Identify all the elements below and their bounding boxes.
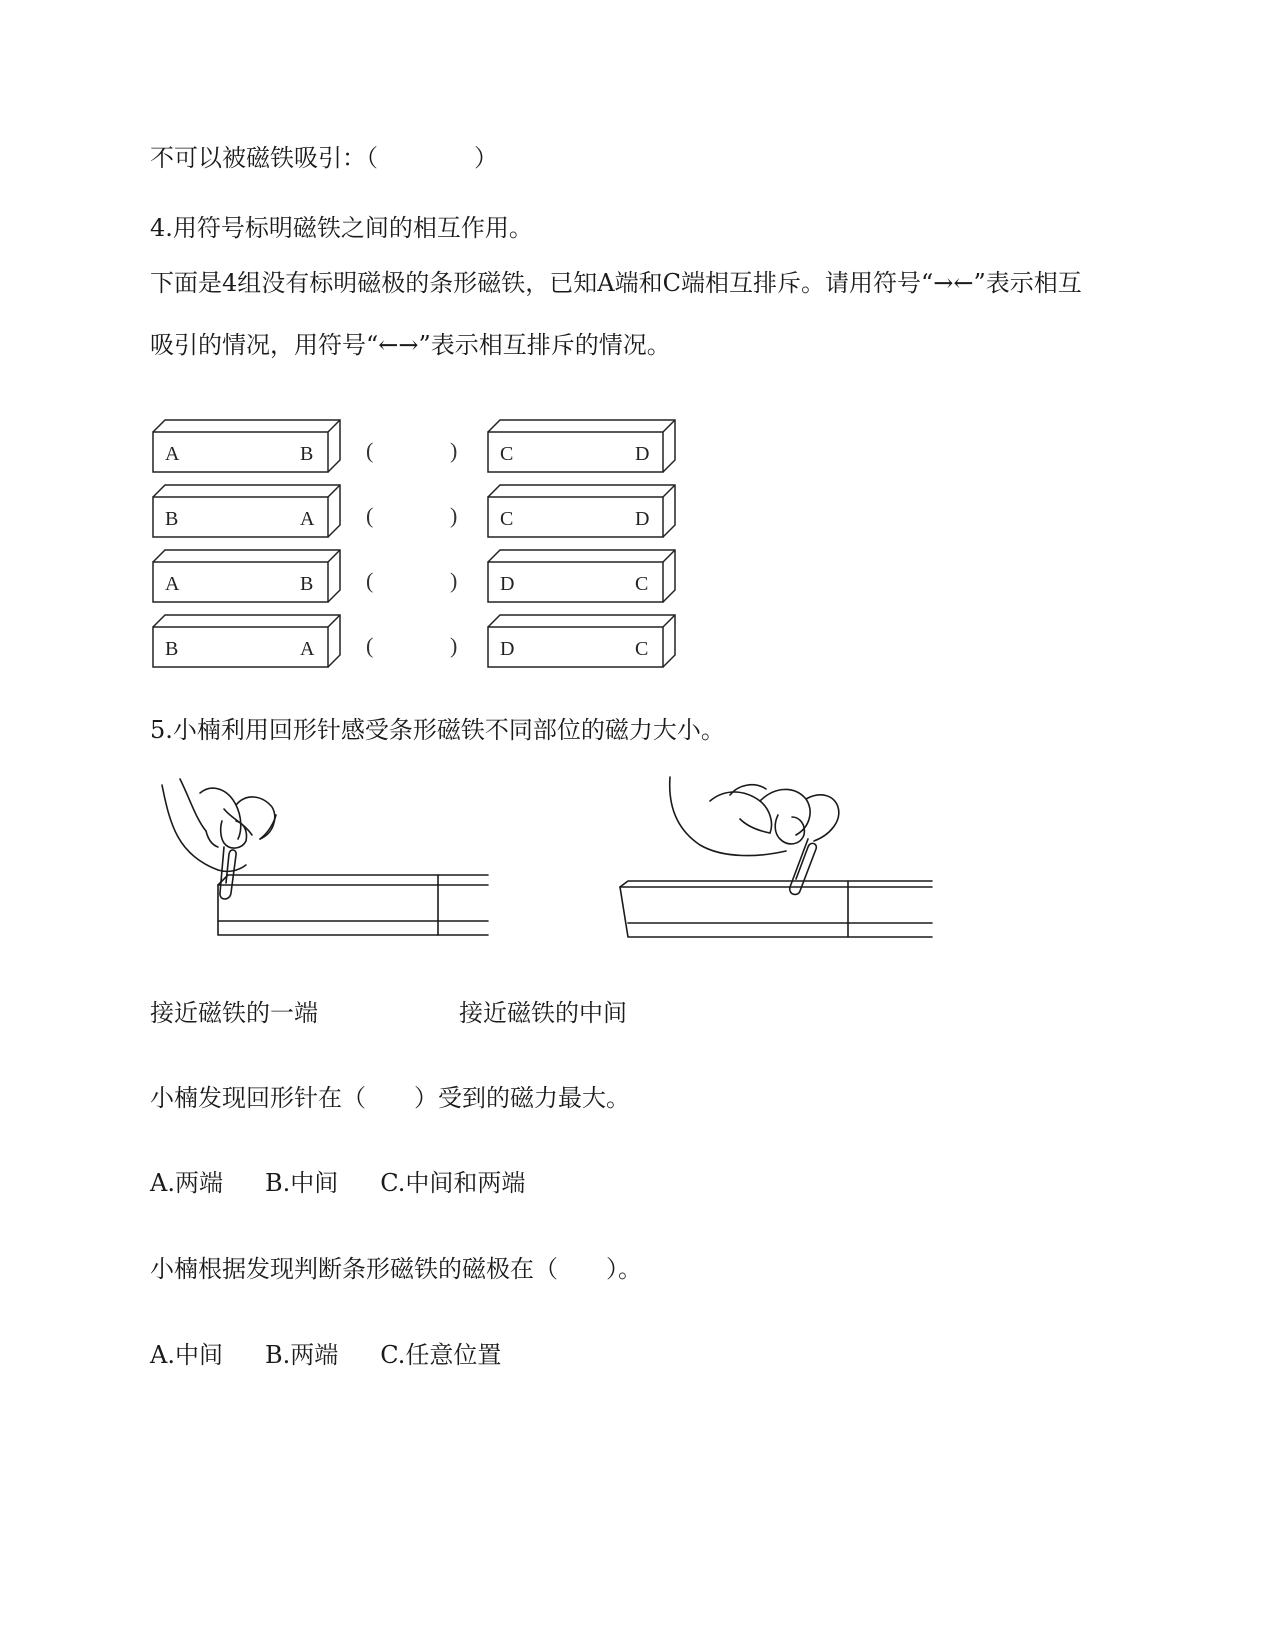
bar-magnet-left-2 <box>153 485 340 537</box>
bar-magnet-left-3 <box>153 550 340 602</box>
answer-paren-close: ) <box>450 503 458 528</box>
pole-label: D <box>635 508 650 530</box>
answer-paren-open: ( <box>366 568 374 593</box>
q5-sub-question-1-options <box>150 1168 567 1198</box>
answer-paren-close: ) <box>450 568 458 593</box>
pole-label: A <box>300 508 315 530</box>
pole-label: A <box>300 638 315 660</box>
pole-label: C <box>500 508 514 530</box>
bar-magnet-right-2 <box>488 485 675 537</box>
q4-description-line1: 下面是4组没有标明磁极的条形磁铁，已知A端和C端相互排斥。请用符号“→←”表示相互 <box>150 269 1082 297</box>
answer-paren-open: ( <box>366 438 374 463</box>
option-b: B.中间 <box>264 1169 339 1197</box>
pole-label: A <box>165 443 180 465</box>
pole-label: B <box>300 573 314 595</box>
option-a: A.两端 <box>150 1169 223 1197</box>
caption-near-end: 接近磁铁的一端 <box>150 999 318 1027</box>
pole-label: B <box>165 508 179 530</box>
pole-label: A <box>165 573 180 595</box>
answer-paren-open: ( <box>366 633 374 658</box>
pole-label: D <box>635 443 650 465</box>
pole-label: B <box>300 443 314 465</box>
q5-sub-question-1: 小楠发现回形针在（ ）受到的磁力最大。 <box>150 1084 630 1112</box>
answer-paren-open: ( <box>366 503 374 528</box>
q4-description-line2: 吸引的情况，用符号“←→”表示相互排斥的情况。 <box>150 331 671 359</box>
pole-label: C <box>635 573 649 595</box>
pole-label: B <box>165 638 179 660</box>
option-c: C.任意位置 <box>380 1341 502 1369</box>
option-c: C.中间和两端 <box>380 1169 526 1197</box>
option-a: A.中间 <box>150 1341 223 1369</box>
pole-label: D <box>500 638 515 660</box>
bar-magnet-left-4 <box>153 615 340 667</box>
pole-label: D <box>500 573 515 595</box>
q3-tail-text: 不可以被磁铁吸引：（ ） <box>150 144 498 172</box>
pole-label: C <box>500 443 514 465</box>
answer-paren-close: ) <box>450 438 458 463</box>
q5-sub-question-2-options <box>150 1340 543 1370</box>
q4-title: 4.用符号标明磁铁之间的相互作用。 <box>150 214 533 242</box>
caption-near-middle: 接近磁铁的中间 <box>459 999 627 1027</box>
bar-magnet-left-1 <box>153 420 340 472</box>
paperclip-near-end-illustration <box>160 775 500 955</box>
q5-sub-question-2: 小楠根据发现判断条形磁铁的磁极在（ ）。 <box>150 1255 642 1283</box>
q5-title: 5.小楠利用回形针感受条形磁铁不同部位的磁力大小。 <box>150 716 725 744</box>
option-b: B.两端 <box>264 1341 339 1369</box>
paperclip-near-middle-illustration <box>610 775 950 955</box>
bar-magnet-right-4 <box>488 615 675 667</box>
bar-magnet-right-1 <box>488 420 675 472</box>
answer-paren-close: ) <box>450 633 458 658</box>
bar-magnet-right-3 <box>488 550 675 602</box>
pole-label: C <box>635 638 649 660</box>
